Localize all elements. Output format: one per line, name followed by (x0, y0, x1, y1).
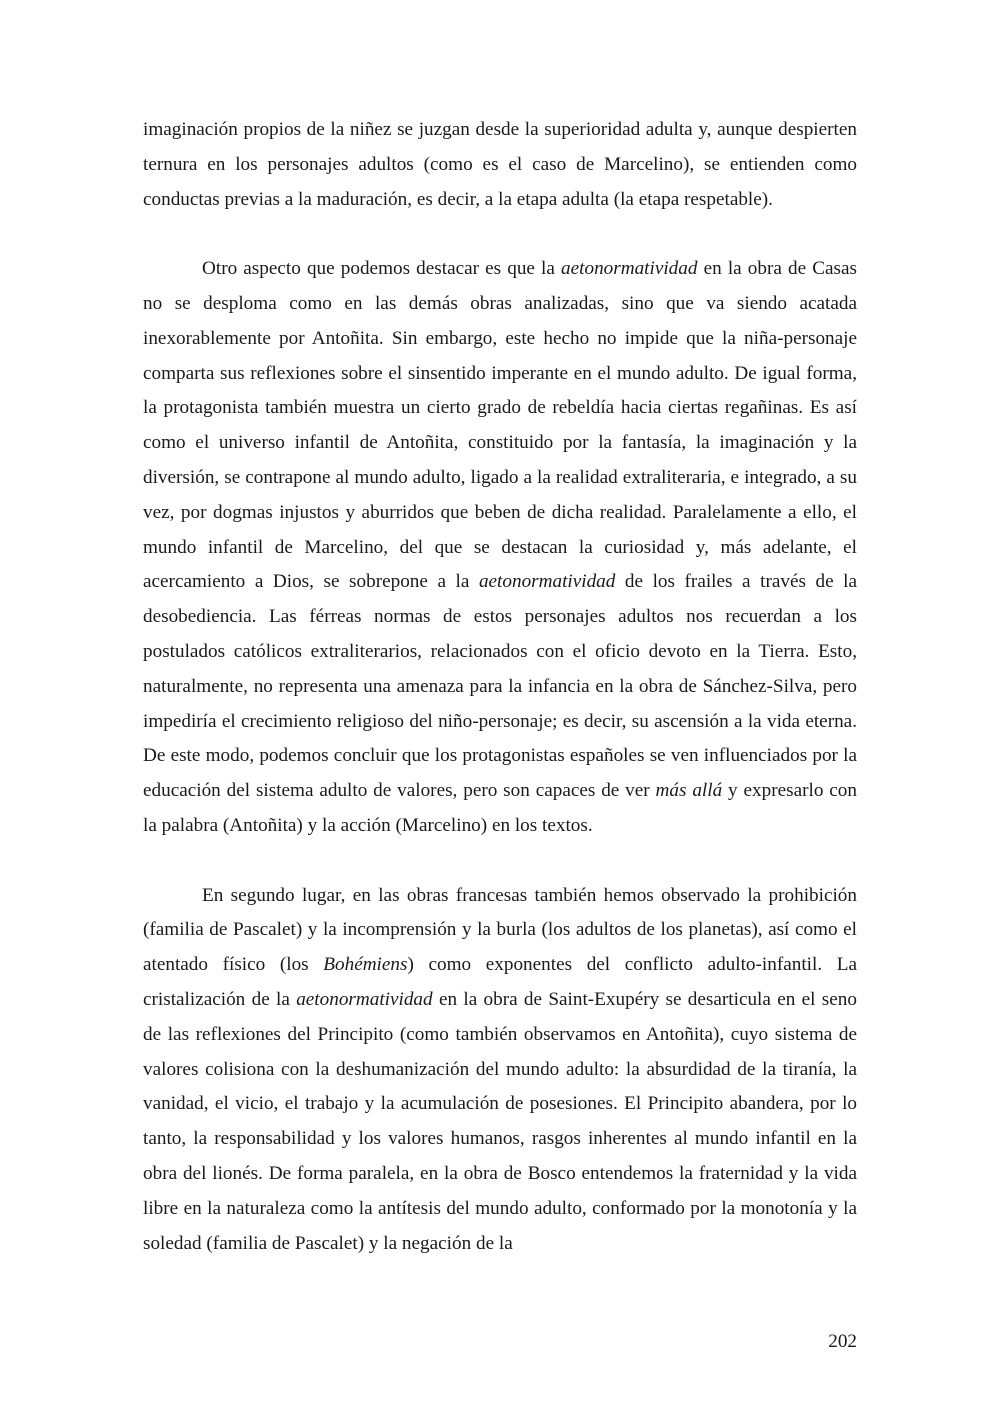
paragraph-2-seg-6: y expresarlo con la palabra (Antoñita) y la acción (Marcelino) en los textos. (143, 780, 857, 836)
paragraph-3-italic-term: Bohémiens (323, 954, 408, 976)
paragraph-2 (143, 252, 857, 844)
paragraph-2-italic-term: más allá (655, 780, 723, 802)
paragraph-2-italic-term: aetonormatividad (561, 258, 698, 280)
paragraph-gap (143, 217, 857, 252)
paragraph-1 (143, 113, 857, 217)
page-body (143, 113, 857, 1261)
paragraph-2-seg-4: de los frailes a través de la desobediencia. Las férreas normas de estos personajes adultos nos recuerdan a los postulados católicos extraliterarios, relacionados con el oficio devoto en la Tierra. Esto, naturalmente, no representa una amenaza para la infancia en la obra de Sánchez-Silva, pero impediría el crecimiento religioso del niño-personaje; es decir, su ascensión a la vida eterna. De este modo, podemos concluir que los protagonistas españoles se ven influenciados por la educación del sistema adulto de valores, pero son capaces de ver (143, 571, 858, 802)
paragraph-1-text: imaginación propios de la niñez se juzgan desde la superioridad adulta y, aunque despierten ternura en los personajes adultos (como es el caso de Marcelino), se entienden como conductas previas a la maduración, es decir, a la etapa adulta (la etapa respetable). (143, 119, 857, 210)
paragraph-gap (143, 844, 857, 879)
paragraph-3-seg-2: ) como exponentes del conflicto adulto-infantil. La cristalización de la (143, 954, 857, 1010)
page-number: 202 (828, 1331, 857, 1352)
paragraph-3 (143, 879, 857, 1262)
paragraph-3-italic-term: aetonormatividad (296, 988, 433, 1010)
paragraph-3-seg-4: en la obra de Saint-Exupéry se desarticula en el seno de las reflexiones del Principito (como también observamos en Antoñita), cuyo sistema de valores colisiona con la deshumanización del mundo adulto: la absurdidad de la tiranía, la vanidad, el vicio, el trabajo y la acumulación de posesiones. El Principito abandera, por lo tanto, la responsabilidad y los valores humanos, rasgos inherentes al mundo infantil en la obra del lionés. De forma paralela, en la obra de Bosco entendemos la fraternidad y la vida libre en la naturaleza como la antítesis del mundo adulto, conformado por la monotonía y la soledad (familia de Pascalet) y la negación de la (143, 988, 857, 1254)
paragraph-2-italic-term: aetonormatividad (478, 571, 616, 593)
paragraph-2-seg-2: en la obra de Casas no se desploma como en las demás obras analizadas, sino que va siendo acatada inexorablemente por Antoñita. Sin embargo, este hecho no impide que la niña-personaje comparta sus reflexiones sobre el sinsentido imperante en el mundo adulto. De igual forma, la protagonista también muestra un cierto grado de rebeldía hacia ciertas regañinas. Es así como el universo infantil de Antoñita, constituido por la fantasía, la imaginación y la diversión, se contrapone al mundo adulto, ligado a la realidad extraliteraria, e integrado, a su vez, por dogmas injustos y aburridos que beben de dicha realidad. Paralelamente a ello, el mundo infantil de Marcelino, del que se destacan la curiosidad y, más adelante, el acercamiento a Dios, se sobrepone a la (143, 258, 857, 593)
paragraph-3-seg-0: En segundo lugar, en las obras francesas también hemos observado la prohibición (familia de Pascalet) y la incomprensión y la burla (los adultos de los planetas), así como el atentado físico (los (143, 884, 857, 976)
paragraph-2-seg-0: Otro aspecto que podemos destacar es que la (202, 258, 562, 280)
